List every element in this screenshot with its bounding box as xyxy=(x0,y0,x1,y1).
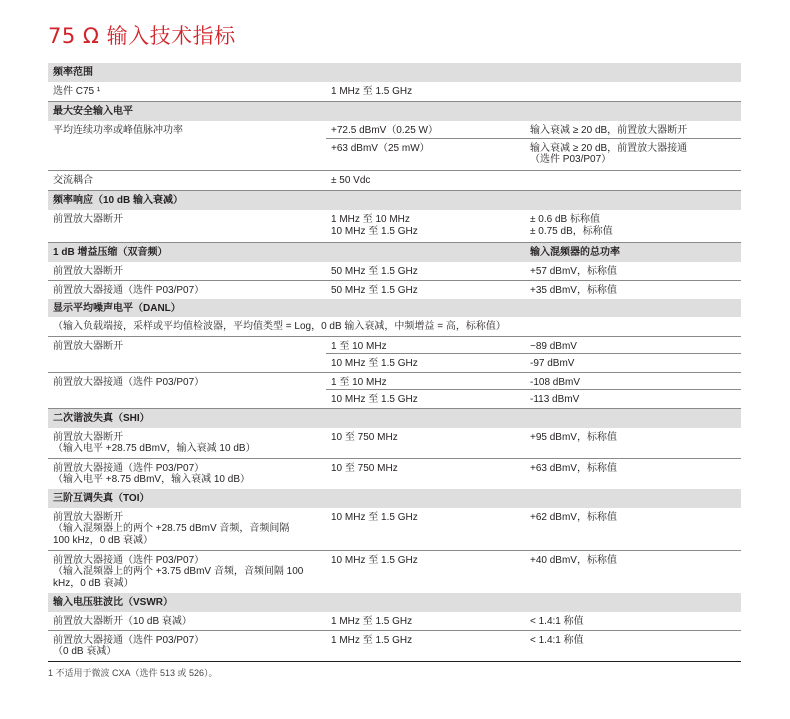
param-sublabel: （输入混频器上的两个 +28.75 dBmV 音频，音频间隔 xyxy=(53,523,290,534)
value-cell: 1 MHz 至 1.5 GHz xyxy=(331,86,413,97)
value-cell: 1 MHz 至 1.5 GHz xyxy=(331,635,413,646)
section-title: 输入电压驻波比（VSWR） xyxy=(53,597,173,608)
table-row xyxy=(48,262,741,281)
section-header-danl xyxy=(48,299,741,317)
table-row xyxy=(48,508,741,551)
param-label: 前置放大器断开 xyxy=(53,341,123,352)
note-cell: +95 dBmV，标称值 xyxy=(530,432,617,443)
section-header-compression xyxy=(48,243,741,262)
row-divider xyxy=(326,138,741,139)
note-cell: -97 dBmV xyxy=(530,358,575,369)
note-cell: +35 dBmV，标称值 xyxy=(530,285,617,296)
note-cell: −89 dBmV xyxy=(530,341,577,352)
condition-text: （输入负载端接，采样或平均值检波器，平均值类型 = Log，0 dB 输入衰减，中频增益 = 高，标称值） xyxy=(53,321,506,332)
note-cell: +63 dBmV，标称值 xyxy=(530,463,617,474)
value-cell: 50 MHz 至 1.5 GHz xyxy=(331,285,418,296)
note-cell: -108 dBmV xyxy=(530,377,581,388)
param-sublabel: （输入混频器上的两个 +3.75 dBmV 音频，音频间隔 100 xyxy=(53,566,304,577)
section-header-toi xyxy=(48,489,741,508)
table-row xyxy=(48,459,741,489)
param-label: 前置放大器接通（选件 P03/P07） xyxy=(53,555,205,566)
section-title: 显示平均噪声电平（DANL） xyxy=(53,303,181,314)
param-label: 前置放大器断开 xyxy=(53,432,123,443)
note-cell: +62 dBmV，标称值 xyxy=(530,512,617,523)
param-label: 平均连续功率或峰值脉冲功率 xyxy=(53,125,183,136)
section-title: 三阶互调失真（TOI） xyxy=(53,493,150,504)
note-cell: 输入衰减 ≥ 20 dB，前置放大器接通 xyxy=(530,143,688,154)
param-label: 前置放大器接通（选件 P03/P07） xyxy=(53,285,205,296)
value-cell: 1 至 10 MHz xyxy=(331,377,387,388)
param-label: 前置放大器接通（选件 P03/P07） xyxy=(53,635,205,646)
param-label: 前置放大器断开（10 dB 衰减） xyxy=(53,616,192,627)
value-cell: 10 至 750 MHz xyxy=(331,463,398,474)
table-row-group xyxy=(48,337,741,373)
spec-table xyxy=(48,63,741,662)
value-cell: 10 MHz 至 1.5 GHz xyxy=(331,555,418,566)
param-label: 前置放大器断开 xyxy=(53,266,123,277)
note-cell: < 1.4:1 称值 xyxy=(530,635,584,646)
note-cell: （选件 P03/P07） xyxy=(530,154,612,165)
value-cell: ± 50 Vdc xyxy=(331,175,371,186)
section-title: 最大安全输入电平 xyxy=(53,106,133,117)
section-title: 频率响应（10 dB 输入衰减） xyxy=(53,195,184,206)
row-divider xyxy=(326,389,741,390)
section-title: 二次谐波失真（SHI） xyxy=(53,413,150,424)
table-row xyxy=(48,428,741,459)
note-cell: 输入衰减 ≥ 20 dB，前置放大器断开 xyxy=(530,125,688,136)
value-cell: 50 MHz 至 1.5 GHz xyxy=(331,266,418,277)
table-row-group xyxy=(48,373,741,409)
param-label: 前置放大器接通（选件 P03/P07） xyxy=(53,463,205,474)
value-cell: 1 MHz 至 10 MHz xyxy=(331,214,410,225)
note-cell: < 1.4:1 称值 xyxy=(530,616,584,627)
row-divider xyxy=(326,353,741,354)
note-cell: +57 dBmV，标称值 xyxy=(530,266,617,277)
value-cell: 10 MHz 至 1.5 GHz xyxy=(331,512,418,523)
param-label: 前置放大器接通（选件 P03/P07） xyxy=(53,377,205,388)
value-cell: +72.5 dBmV（0.25 W） xyxy=(331,125,438,136)
param-sublabel: （输入电平 +8.75 dBmV，输入衰减 10 dB） xyxy=(53,474,251,485)
value-cell: 10 至 750 MHz xyxy=(331,432,398,443)
param-sublabel: kHz，0 dB 衰减） xyxy=(53,578,134,589)
table-row xyxy=(48,121,741,171)
param-label: 前置放大器断开 xyxy=(53,214,123,225)
column-header: 输入混频器的总功率 xyxy=(530,247,620,258)
param-label: 前置放大器断开 xyxy=(53,512,123,523)
value-cell: 10 MHz 至 1.5 GHz xyxy=(331,358,418,369)
section-header-shi xyxy=(48,409,741,428)
value-cell: 10 MHz 至 1.5 GHz xyxy=(331,226,418,237)
value-cell: 1 MHz 至 1.5 GHz xyxy=(331,616,413,627)
param-label: 选件 C75 ¹ xyxy=(53,86,101,97)
section-header-freq-range xyxy=(48,63,741,82)
section-title: 频率范围 xyxy=(53,67,93,78)
value-cell: +63 dBmV（25 mW） xyxy=(331,143,430,154)
table-row xyxy=(48,210,741,243)
section-header-freq-response xyxy=(48,191,741,210)
page-title: 75 Ω 输入技术指标 xyxy=(48,24,236,48)
param-sublabel: 100 kHz，0 dB 衰减） xyxy=(53,535,154,546)
table-row xyxy=(48,551,741,593)
table-row xyxy=(48,631,741,662)
note-cell: -113 dBmV xyxy=(530,394,580,405)
param-sublabel: （0 dB 衰减） xyxy=(53,646,117,657)
table-row xyxy=(48,281,741,299)
note-cell: ± 0.75 dB，标称值 xyxy=(530,226,613,237)
note-cell: ± 0.6 dB 标称值 xyxy=(530,214,600,225)
section-header-vswr xyxy=(48,593,741,612)
section-header-max-safe xyxy=(48,102,741,121)
footnote: 1 不适用于微波 CXA（选件 513 或 526）。 xyxy=(48,668,218,678)
value-cell: 10 MHz 至 1.5 GHz xyxy=(331,394,418,405)
table-row xyxy=(48,612,741,631)
condition-row xyxy=(48,317,741,337)
param-sublabel: （输入电平 +28.75 dBmV，输入衰减 10 dB） xyxy=(53,443,256,454)
note-cell: +40 dBmV，标称值 xyxy=(530,555,617,566)
param-label: 交流耦合 xyxy=(53,175,93,186)
section-title: 1 dB 增益压缩（双音频） xyxy=(53,247,168,258)
value-cell: 1 至 10 MHz xyxy=(331,341,387,352)
table-row xyxy=(48,82,741,102)
table-row xyxy=(48,171,741,191)
